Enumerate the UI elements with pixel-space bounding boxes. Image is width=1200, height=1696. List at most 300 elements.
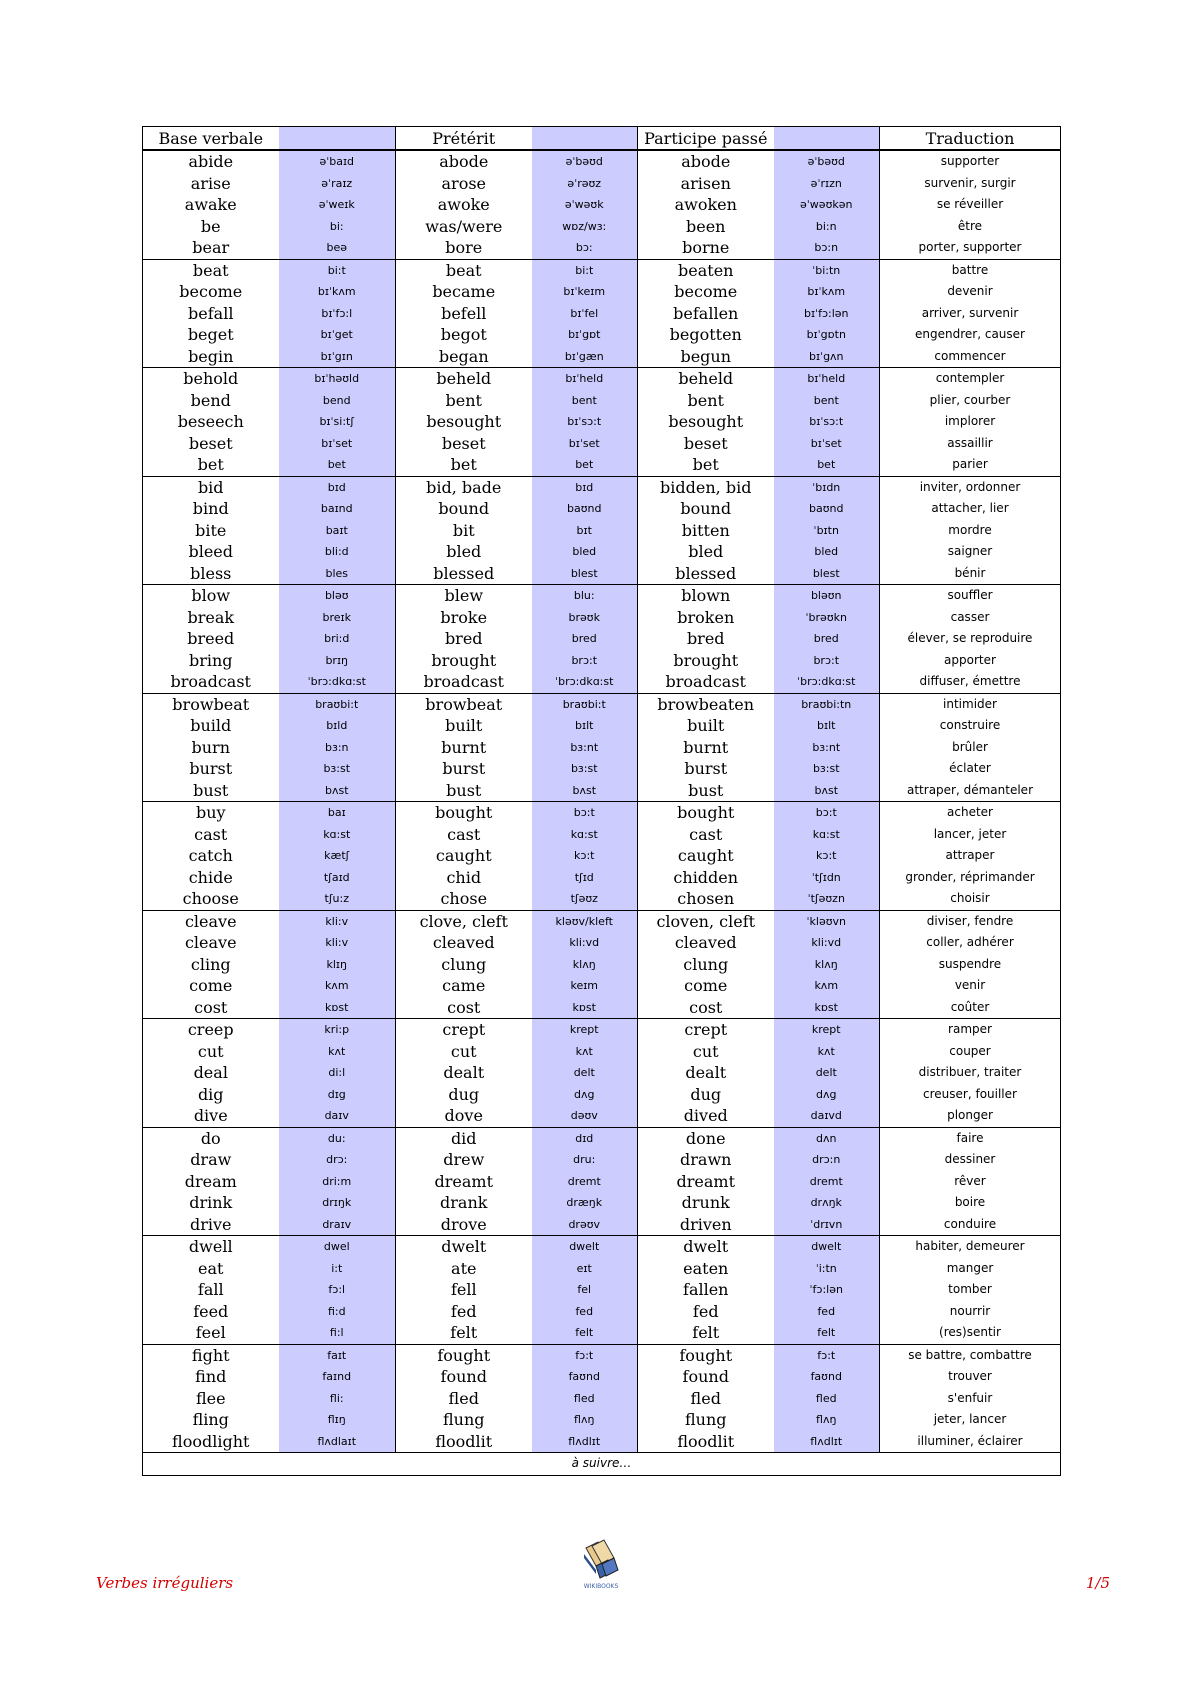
wikibooks-logo <box>576 1536 626 1590</box>
preterit-cell: became <box>396 281 532 303</box>
participle-cell: floodlit <box>638 1431 774 1453</box>
svg-text:WIKIBOOKS: WIKIBOOKS <box>583 1583 619 1590</box>
table-row <box>143 1192 1061 1214</box>
base-form-cell: arise <box>190 173 231 193</box>
base-form-cell: chide <box>188 867 233 887</box>
base-pronunciation-cell: baɪnd <box>279 498 396 520</box>
participle-pronunciation-cell: flʌdlɪt <box>774 1431 880 1453</box>
translation-cell: se réveiller <box>880 194 1061 216</box>
preterit-pronunciation-cell: dʌg <box>532 1084 638 1106</box>
preterit-pronunciation-cell: dɪd <box>532 1127 638 1149</box>
translation-cell: attacher, lier <box>880 498 1061 520</box>
preterit-cell: bent <box>396 390 532 412</box>
table-row <box>143 498 1061 520</box>
preterit-cell: caught <box>396 845 532 867</box>
participle-pronunciation-cell: ˈi:tn <box>774 1258 880 1280</box>
preterit-cell: broke <box>396 607 532 629</box>
participle-cell: found <box>638 1366 774 1388</box>
base-form-cell: cut <box>197 1041 224 1061</box>
participle-cell: besought <box>638 411 774 433</box>
participle-cell: fled <box>638 1388 774 1410</box>
base-form-cell: cleave <box>184 911 237 931</box>
table-row <box>143 954 1061 976</box>
header-preterit: Prétérit <box>396 127 532 151</box>
table-body <box>143 150 1061 1475</box>
preterit-cell: fled <box>396 1388 532 1410</box>
translation-cell: diffuser, émettre <box>880 671 1061 693</box>
table-row <box>143 975 1061 997</box>
participle-pronunciation-cell: ˈfɔ:lən <box>774 1279 880 1301</box>
preterit-pronunciation-cell: kɒst <box>532 997 638 1019</box>
preterit-pronunciation-cell: bled <box>532 541 638 563</box>
table-row <box>143 1366 1061 1388</box>
preterit-pronunciation-cell: eɪt <box>532 1258 638 1280</box>
participle-cell: bitten <box>638 520 774 542</box>
participle-cell: bred <box>638 628 774 650</box>
base-pronunciation-cell: bli:d <box>279 541 396 563</box>
base-form-cell: cost <box>143 997 279 1019</box>
header-pronunciation-base <box>279 127 396 151</box>
translation-cell: casser <box>880 607 1061 629</box>
base-form-cell: abide <box>188 152 234 172</box>
table-row <box>143 802 1061 824</box>
participle-cell: come <box>638 975 774 997</box>
base-form-cell: dwell <box>188 1237 233 1257</box>
participle-cell: bent <box>638 390 774 412</box>
translation-cell: contempler <box>880 368 1061 390</box>
base-form-cell: bet <box>143 454 279 476</box>
base-form-cell: behold <box>183 369 239 389</box>
preterit-pronunciation-cell: fel <box>532 1279 638 1301</box>
preterit-cell: drew <box>396 1149 532 1171</box>
table-row <box>143 932 1061 954</box>
preterit-pronunciation-cell: dwelt <box>532 1236 638 1258</box>
base-form-cell: befall <box>188 303 234 323</box>
preterit-cell: bought <box>396 802 532 824</box>
preterit-cell: bust <box>396 780 532 802</box>
base-form-cell: bear <box>143 237 279 259</box>
participle-pronunciation-cell: drɔ:n <box>774 1149 880 1171</box>
base-pronunciation-cell: bɪld <box>279 715 396 737</box>
participle-pronunciation-cell: fɔ:t <box>774 1344 880 1366</box>
base-pronunciation-cell: faɪnd <box>279 1366 396 1388</box>
header-pronunciation-participe <box>774 127 880 151</box>
participle-pronunciation-cell: dremt <box>774 1171 880 1193</box>
participle-cell: bought <box>638 802 774 824</box>
translation-cell: tomber <box>880 1279 1061 1301</box>
preterit-pronunciation-cell: bɪˈgæn <box>532 346 638 368</box>
participle-cell: beaten <box>638 259 774 281</box>
preterit-pronunciation-cell: wɒz/wɜ: <box>532 216 638 238</box>
base-pronunciation-cell: əˈweɪk <box>279 194 396 216</box>
preterit-pronunciation-cell: delt <box>532 1062 638 1084</box>
participle-cell: beheld <box>638 368 774 390</box>
participle-pronunciation-cell: bɜ:nt <box>774 737 880 759</box>
preterit-pronunciation-cell: əˈrəʊz <box>532 173 638 195</box>
base-form-cell: cling <box>190 954 231 974</box>
participle-pronunciation-cell: bləʊn <box>774 585 880 607</box>
table-row <box>143 1062 1061 1084</box>
participle-cell: dreamt <box>638 1171 774 1193</box>
base-pronunciation-cell: ˈbrɔ:dkɑ:st <box>279 671 396 693</box>
base-pronunciation-cell: əˈraɪz <box>279 173 396 195</box>
participle-cell: clung <box>638 954 774 976</box>
translation-cell: distribuer, traiter <box>880 1062 1061 1084</box>
preterit-cell: did <box>396 1127 532 1149</box>
preterit-cell: cost <box>396 997 532 1019</box>
table-row <box>143 1214 1061 1236</box>
preterit-pronunciation-cell: bi:t <box>532 259 638 281</box>
translation-cell: élever, se reproduire <box>880 628 1061 650</box>
base-form-cell: cast <box>194 824 228 844</box>
translation-cell: devenir <box>880 281 1061 303</box>
translation-cell: brûler <box>880 737 1061 759</box>
participle-cell: chidden <box>638 867 774 889</box>
base-pronunciation-cell: drɪŋk <box>279 1192 396 1214</box>
base-pronunciation-cell: dwel <box>279 1236 396 1258</box>
participle-pronunciation-cell: brɔ:t <box>774 650 880 672</box>
preterit-pronunciation-cell: brɔ:t <box>532 650 638 672</box>
base-pronunciation-cell: klɪŋ <box>279 954 396 976</box>
base-form-cell: bust <box>143 780 279 802</box>
participle-pronunciation-cell: dwelt <box>774 1236 880 1258</box>
translation-cell: engendrer, causer <box>880 324 1061 346</box>
table-row <box>143 1279 1061 1301</box>
translation-cell: éclater <box>880 758 1061 780</box>
participle-pronunciation-cell: bɪlt <box>774 715 880 737</box>
header-pronunciation-preterit <box>532 127 638 151</box>
preterit-cell: chid <box>396 867 532 889</box>
preterit-cell: abode <box>396 150 532 173</box>
participle-pronunciation-cell: bɔ:n <box>774 237 880 259</box>
translation-cell: battre <box>880 259 1061 281</box>
preterit-cell: arose <box>396 173 532 195</box>
translation-cell: mordre <box>880 520 1061 542</box>
participle-pronunciation-cell: ˈbrɔ:dkɑ:st <box>774 671 880 693</box>
base-pronunciation-cell: bi: <box>279 216 396 238</box>
base-form-cell: beseech <box>177 412 244 432</box>
participle-cell: burnt <box>638 737 774 759</box>
base-pronunciation-cell: draɪv <box>279 1214 396 1236</box>
preterit-cell: bore <box>396 237 532 259</box>
table-row <box>143 650 1061 672</box>
preterit-pronunciation-cell: bɪˈgɒt <box>532 324 638 346</box>
translation-cell: assaillir <box>880 433 1061 455</box>
preterit-pronunciation-cell: drəʊv <box>532 1214 638 1236</box>
translation-cell: jeter, lancer <box>880 1409 1061 1431</box>
base-pronunciation-cell: daɪv <box>279 1105 396 1127</box>
base-pronunciation-cell: bɪˈsi:tʃ <box>279 411 396 433</box>
base-form-cell: cleave <box>184 933 237 953</box>
preterit-cell: drank <box>396 1192 532 1214</box>
translation-cell: conduire <box>880 1214 1061 1236</box>
translation-cell: bénir <box>880 563 1061 585</box>
participle-pronunciation-cell: bɪˈgʌn <box>774 346 880 368</box>
base-form-cell: dive <box>143 1105 279 1127</box>
participle-pronunciation-cell: drʌŋk <box>774 1192 880 1214</box>
translation-cell: (res)sentir <box>880 1322 1061 1344</box>
participle-pronunciation-cell: bɔ:t <box>774 802 880 824</box>
preterit-pronunciation-cell: dremt <box>532 1171 638 1193</box>
base-form-cell: fight <box>191 1345 230 1365</box>
participle-pronunciation-cell: felt <box>774 1322 880 1344</box>
translation-cell: inviter, ordonner <box>880 476 1061 498</box>
table-row <box>143 1431 1061 1453</box>
translation-cell: couper <box>880 1041 1061 1063</box>
base-pronunciation-cell: baɪ <box>279 802 396 824</box>
base-form-cell: dig <box>197 1084 224 1104</box>
preterit-cell: built <box>396 715 532 737</box>
base-pronunciation-cell: kri:p <box>279 1019 396 1041</box>
table-row <box>143 607 1061 629</box>
table-row <box>143 1258 1061 1280</box>
translation-cell: plier, courber <box>880 390 1061 412</box>
preterit-pronunciation-cell: keɪm <box>532 975 638 997</box>
translation-cell: lancer, jeter <box>880 824 1061 846</box>
translation-cell: habiter, demeurer <box>880 1236 1061 1258</box>
base-pronunciation-cell: kɑ:st <box>279 824 396 846</box>
translation-cell: illuminer, éclairer <box>880 1431 1061 1453</box>
base-form-cell: bind <box>192 499 229 519</box>
preterit-cell: beat <box>396 259 532 281</box>
base-form-cell: break <box>187 607 235 627</box>
translation-cell: apporter <box>880 650 1061 672</box>
base-pronunciation-cell: fli: <box>279 1388 396 1410</box>
table-row <box>143 520 1061 542</box>
continued-row <box>143 1453 1061 1476</box>
participle-cell: bled <box>638 541 774 563</box>
translation-cell: implorer <box>880 411 1061 433</box>
participle-pronunciation-cell: bɪˈgɒtn <box>774 324 880 346</box>
participle-cell: dwelt <box>638 1236 774 1258</box>
base-form-cell: become <box>179 282 243 302</box>
translation-cell: rêver <box>880 1171 1061 1193</box>
translation-cell: acheter <box>880 802 1061 824</box>
translation-cell: venir <box>880 975 1061 997</box>
preterit-cell: befell <box>396 303 532 325</box>
base-pronunciation-cell: bend <box>279 390 396 412</box>
preterit-cell: brought <box>396 650 532 672</box>
preterit-cell: began <box>396 346 532 368</box>
preterit-cell: bound <box>396 498 532 520</box>
table-row <box>143 693 1061 715</box>
preterit-pronunciation-cell: faʊnd <box>532 1366 638 1388</box>
translation-cell: coller, adhérer <box>880 932 1061 954</box>
preterit-pronunciation-cell: kɑ:st <box>532 824 638 846</box>
translation-cell: attraper <box>880 845 1061 867</box>
table-row <box>143 715 1061 737</box>
table-row <box>143 824 1061 846</box>
preterit-cell: ate <box>396 1258 532 1280</box>
participle-pronunciation-cell: əˈbəʊd <box>774 150 880 173</box>
base-pronunciation-cell: beə <box>279 237 396 259</box>
base-pronunciation-cell: bri:d <box>279 628 396 650</box>
preterit-cell: beheld <box>396 368 532 390</box>
preterit-pronunciation-cell: dræŋk <box>532 1192 638 1214</box>
translation-cell: faire <box>880 1127 1061 1149</box>
preterit-pronunciation-cell: flʌdlɪt <box>532 1431 638 1453</box>
participle-cell: felt <box>638 1322 774 1344</box>
table-row <box>143 173 1061 195</box>
participle-pronunciation-cell: bi:n <box>774 216 880 238</box>
table-row <box>143 1019 1061 1041</box>
participle-cell: fed <box>638 1301 774 1323</box>
participle-cell: beset <box>638 433 774 455</box>
participle-cell: dived <box>638 1105 774 1127</box>
preterit-pronunciation-cell: bɪt <box>532 520 638 542</box>
participle-pronunciation-cell: ˈdrɪvn <box>774 1214 880 1236</box>
base-pronunciation-cell: dri:m <box>279 1171 396 1193</box>
base-pronunciation-cell: bɪˈgɪn <box>279 346 396 368</box>
translation-cell: coûter <box>880 997 1061 1019</box>
participle-pronunciation-cell: klʌŋ <box>774 954 880 976</box>
table-row <box>143 628 1061 650</box>
participle-cell: brought <box>638 650 774 672</box>
preterit-cell: fought <box>396 1344 532 1366</box>
participle-pronunciation-cell: bet <box>774 454 880 476</box>
preterit-pronunciation-cell: braʊbi:t <box>532 693 638 715</box>
translation-cell: parier <box>880 454 1061 476</box>
preterit-cell: fed <box>396 1301 532 1323</box>
preterit-pronunciation-cell: blest <box>532 563 638 585</box>
participle-pronunciation-cell: ˈtʃəʊzn <box>774 888 880 910</box>
participle-cell: broken <box>638 607 774 629</box>
participle-pronunciation-cell: kʌt <box>774 1041 880 1063</box>
preterit-pronunciation-cell: əˈbəʊd <box>532 150 638 173</box>
table-row <box>143 737 1061 759</box>
base-form-cell: build <box>190 716 232 736</box>
base-form-cell: floodlight <box>143 1431 279 1453</box>
base-form-cell: feel <box>143 1322 279 1344</box>
translation-cell: commencer <box>880 346 1061 368</box>
table-row <box>143 303 1061 325</box>
participle-pronunciation-cell: bent <box>774 390 880 412</box>
preterit-cell: crept <box>396 1019 532 1041</box>
base-form-cell: eat <box>198 1258 224 1278</box>
participle-cell: caught <box>638 845 774 867</box>
translation-cell: suspendre <box>880 954 1061 976</box>
base-form-cell: drive <box>143 1214 279 1236</box>
preterit-cell: bled <box>396 541 532 563</box>
preterit-cell: came <box>396 975 532 997</box>
translation-cell: nourrir <box>880 1301 1061 1323</box>
preterit-pronunciation-cell: krept <box>532 1019 638 1041</box>
participle-pronunciation-cell: bɪˈset <box>774 433 880 455</box>
base-pronunciation-cell: kʌm <box>279 975 396 997</box>
translation-cell: souffler <box>880 585 1061 607</box>
preterit-pronunciation-cell: bʌst <box>532 780 638 802</box>
base-pronunciation-cell: du: <box>279 1127 396 1149</box>
base-form-cell: catch <box>188 846 233 866</box>
preterit-cell: browbeat <box>396 693 532 715</box>
preterit-cell: felt <box>396 1322 532 1344</box>
header-participe: Participe passé <box>638 127 774 151</box>
participle-pronunciation-cell: dʌg <box>774 1084 880 1106</box>
base-pronunciation-cell: kʌt <box>279 1041 396 1063</box>
base-pronunciation-cell: braʊbi:t <box>279 693 396 715</box>
translation-cell: être <box>880 216 1061 238</box>
table-row <box>143 1105 1061 1127</box>
preterit-pronunciation-cell: bɪd <box>532 476 638 498</box>
participle-pronunciation-cell: blest <box>774 563 880 585</box>
base-pronunciation-cell: fi:d <box>279 1301 396 1323</box>
base-form-cell: beget <box>187 325 234 345</box>
preterit-pronunciation-cell: dru: <box>532 1149 638 1171</box>
table-row <box>143 1236 1061 1258</box>
preterit-pronunciation-cell: bred <box>532 628 638 650</box>
base-pronunciation-cell: kɒst <box>279 997 396 1019</box>
base-form-cell: buy <box>195 803 226 823</box>
base-pronunciation-cell: flʌdlaɪt <box>279 1431 396 1453</box>
table-row <box>143 259 1061 281</box>
preterit-cell: bit <box>396 520 532 542</box>
base-form-cell: drink <box>189 1193 233 1213</box>
table-row <box>143 780 1061 802</box>
table-row <box>143 563 1061 585</box>
preterit-pronunciation-cell: bet <box>532 454 638 476</box>
preterit-pronunciation-cell: bɪˈset <box>532 433 638 455</box>
participle-cell: bust <box>638 780 774 802</box>
base-pronunciation-cell: kli:v <box>279 910 396 932</box>
participle-cell: bidden, bid <box>638 476 774 498</box>
preterit-pronunciation-cell: kləʊv/kleft <box>532 910 638 932</box>
table-row <box>143 1084 1061 1106</box>
base-pronunciation-cell: bɪˈfɔ:l <box>279 303 396 325</box>
base-pronunciation-cell: fɔ:l <box>279 1279 396 1301</box>
participle-cell: fought <box>638 1344 774 1366</box>
preterit-pronunciation-cell: fɔ:t <box>532 1344 638 1366</box>
participle-pronunciation-cell: əˈrɪzn <box>774 173 880 195</box>
preterit-pronunciation-cell: bɔ: <box>532 237 638 259</box>
preterit-cell: bid, bade <box>396 476 532 498</box>
participle-cell: drawn <box>638 1149 774 1171</box>
participle-pronunciation-cell: braʊbi:tn <box>774 693 880 715</box>
translation-cell: choisir <box>880 888 1061 910</box>
participle-pronunciation-cell: bɪˈfɔ:lən <box>774 303 880 325</box>
base-form-cell: do <box>200 1128 221 1148</box>
participle-cell: flung <box>638 1409 774 1431</box>
table-row <box>143 888 1061 910</box>
participle-pronunciation-cell: fled <box>774 1388 880 1410</box>
table-row <box>143 1041 1061 1063</box>
table-row <box>143 237 1061 259</box>
base-form-cell: broadcast <box>143 671 279 693</box>
table-row <box>143 1171 1061 1193</box>
base-pronunciation-cell: breɪk <box>279 607 396 629</box>
preterit-pronunciation-cell: flʌŋ <box>532 1409 638 1431</box>
translation-cell: ramper <box>880 1019 1061 1041</box>
participle-pronunciation-cell: flʌŋ <box>774 1409 880 1431</box>
participle-pronunciation-cell: bɪˈsɔ:t <box>774 411 880 433</box>
preterit-cell: blew <box>396 585 532 607</box>
base-pronunciation-cell: bi:t <box>279 259 396 281</box>
translation-cell: intimider <box>880 693 1061 715</box>
preterit-pronunciation-cell: felt <box>532 1322 638 1344</box>
preterit-pronunciation-cell: fed <box>532 1301 638 1323</box>
translation-cell: gronder, réprimander <box>880 867 1061 889</box>
participle-cell: cleaved <box>638 932 774 954</box>
preterit-pronunciation-cell: kʌt <box>532 1041 638 1063</box>
base-pronunciation-cell: baɪt <box>279 520 396 542</box>
preterit-cell: bet <box>396 454 532 476</box>
base-form-cell: feed <box>193 1301 229 1321</box>
base-pronunciation-cell: drɔ: <box>279 1149 396 1171</box>
participle-cell: eaten <box>638 1258 774 1280</box>
preterit-cell: burst <box>396 758 532 780</box>
table-row <box>143 411 1061 433</box>
base-form-cell: find <box>195 1367 227 1387</box>
base-form-cell: bless <box>143 563 279 585</box>
